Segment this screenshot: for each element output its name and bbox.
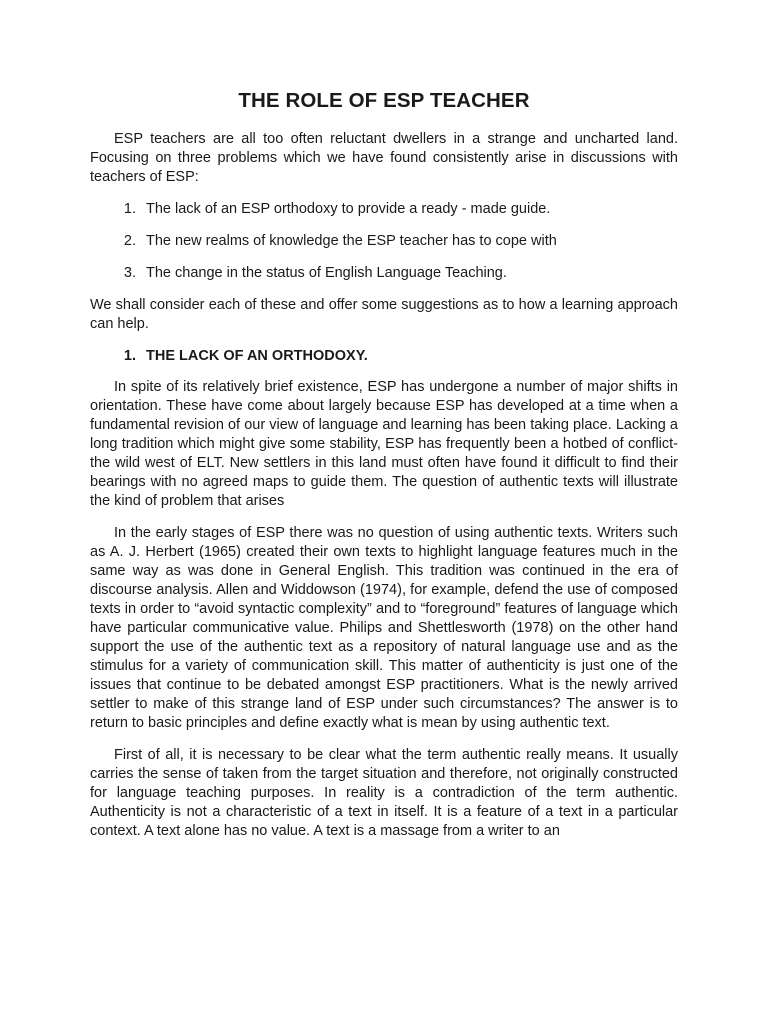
document-title: THE ROLE OF ESP TEACHER <box>238 89 530 112</box>
list-item-text: The new realms of knowledge the ESP teacher has to cope with <box>146 233 557 249</box>
list-item-number: 3. <box>123 265 136 281</box>
intro-paragraph: ESP teachers are all too often reluctant dwellers in a strange and uncharted land. Focusing on three problems which we have found consistently arise in discussions with teachers of ESP: <box>90 131 678 185</box>
list-item-number: 1. <box>123 201 136 217</box>
problem-list <box>90 200 678 283</box>
list-item <box>90 232 678 251</box>
section-paragraph-2: In the early stages of ESP there was no question of using authentic texts. Writers such as A. J. Herbert (1965) created their own texts to highlight language features much in the same way as was done in General English. This tradition was continued in the era of discourse analysis. Allen and Widdowson (1974), for example, defend the use of composed texts in order to “avoid syntactic complexity” and to “foreground” features of language which have particular communicative value. Philips and Shettlesworth (1978) on the other hand support the use of the authentic text as a repository of natural language use and as the stimulus for a variety of communication skill. This matter of authenticity is just one of the issues that continue to be debated amongst ESP practitioners. What is the newly arrived settler to make of this strange land of ESP under such circumstances? The answer is to return to basic principles and define exactly what is mean by using authentic text. <box>90 525 678 731</box>
section-heading <box>90 347 678 366</box>
section-number: 1. <box>123 348 136 364</box>
section-title: THE LACK OF AN ORTHODOXY. <box>146 348 368 364</box>
document-page <box>90 86 678 854</box>
list-item-text: The change in the status of English Language Teaching. <box>146 265 507 281</box>
list-item <box>90 200 678 219</box>
list-item-number: 2. <box>123 233 136 249</box>
section-paragraph-1: In spite of its relatively brief existence, ESP has undergone a number of major shifts in orientation. These have come about largely because ESP has developed at a time when a fundamental revision of our view of language and learning has been taking place. Lacking a long tradition which might give some stability, ESP has frequently been a hotbed of conflict-the wild west of ELT. New settlers in this land must often have found it difficult to find their bearings with no agreed maps to guide them. The question of authentic texts will illustrate the kind of problem that arises <box>90 379 678 509</box>
section-paragraph-3: First of all, it is necessary to be clear what the term authentic really means. It usually carries the sense of taken from the target situation and therefore, not originally constructed for language teaching purposes. In reality is a contradiction of the term authentic. Authenticity is not a characteristic of a text in itself. It is a feature of a text in a particular context. A text alone has no value. A text is a massage from a writer to an <box>90 747 678 839</box>
after-list-paragraph: We shall consider each of these and offer some suggestions as to how a learning approach can help. <box>90 297 678 332</box>
list-item-text: The lack of an ESP orthodoxy to provide a ready - made guide. <box>146 201 551 217</box>
list-item <box>90 264 678 283</box>
